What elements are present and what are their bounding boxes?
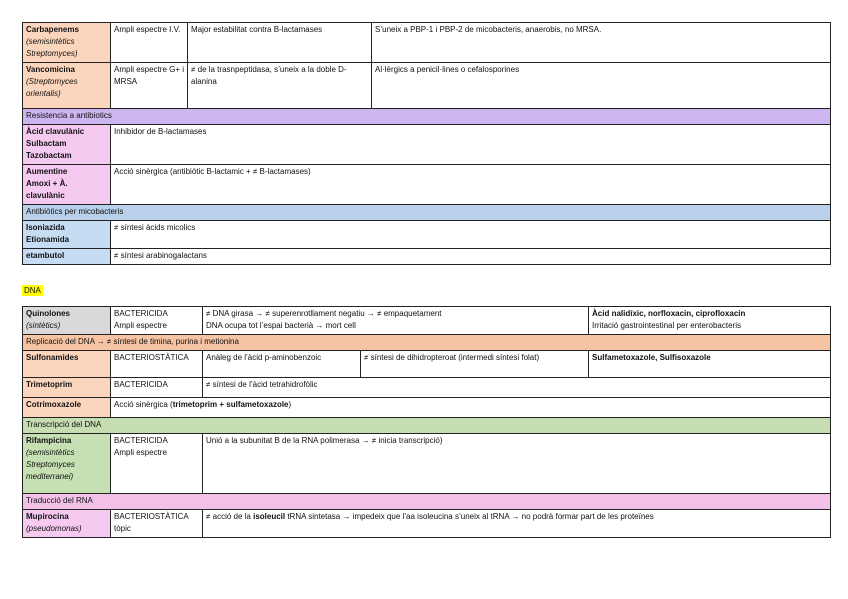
mechanism-cell — [203, 307, 589, 335]
mechanism-cell: Major estabilitat contra B-lactamases — [188, 23, 372, 63]
spectrum-cell: Ampli espectre I.V. — [111, 23, 188, 63]
drug-name: Vancomicina — [26, 65, 75, 74]
drug-cell-vancomicina — [23, 63, 111, 109]
type-cell: BACTERICIDA — [111, 378, 203, 398]
mechanism-cell: Unió a la subunitat B de la RNA polimerasa → ≠ inicia transcripció) — [203, 434, 831, 494]
examples-cell: Sulfametoxazole, Sulfisoxazole — [589, 351, 831, 378]
section-row-transcription — [23, 418, 831, 434]
type-label: BACTERIOSTÀTICA — [114, 512, 189, 521]
type-label: BACTERICIDA — [114, 436, 168, 445]
table-row-trimetoprim — [23, 378, 831, 398]
spectrum-cell: Ampli espectre G+ i MRSA — [111, 63, 188, 109]
type-cell — [111, 510, 203, 538]
drug-name: Amoxi + À. — [26, 179, 68, 188]
mech-bold: isoleucil — [253, 512, 286, 521]
examples-cell — [589, 307, 831, 335]
drug-source: (Streptomyces orientalis) — [26, 77, 78, 98]
table-row-carbapenems — [23, 23, 831, 63]
section-row-mycobacteria — [23, 205, 831, 221]
antibiotics-table-dna — [22, 306, 831, 538]
drug-name: Rifampicina — [26, 436, 72, 445]
route-label: tòpic — [114, 524, 131, 533]
table-row-quinolones — [23, 307, 831, 335]
notes-cell: S’uneix a PBP-1 i PBP-2 de micobacteris, anaerobis, no MRSA. — [372, 23, 831, 63]
table-row-rifampicina — [23, 434, 831, 494]
drug-name: Sulbactam — [26, 139, 67, 148]
drug-source: (semisintètics Streptomyces) — [26, 37, 78, 58]
drug-cell-quinolones — [23, 307, 111, 335]
drug-source: (pseudomonas) — [26, 524, 82, 533]
mech-pre: ≠ acció de la — [206, 512, 254, 521]
type-cell — [111, 307, 203, 335]
desc-pre: Acció sinèrgica ( — [114, 400, 173, 409]
table-row-mupirocina — [23, 510, 831, 538]
type-cell — [111, 434, 203, 494]
mechanism-cell: ≠ de la trasnpeptidasa, s’uneix a la doble D-alanina — [188, 63, 372, 109]
drug-source: (semisintètics Streptomyces mediterranei) — [26, 448, 75, 481]
drug-cell-clavulanic — [23, 125, 111, 165]
type-label: BACTERICIDA — [114, 309, 168, 318]
drug-source: (sintètics) — [26, 321, 61, 330]
section-row-resistance — [23, 109, 831, 125]
drug-name: Àcid clavulànic — [26, 127, 85, 136]
mechanism-cell — [203, 510, 831, 538]
description-cell — [111, 398, 831, 418]
section-row-replication — [23, 335, 831, 351]
desc-bold: trimetoprim + sulfametoxazole — [172, 400, 289, 409]
section-header: Transcripció del DNA — [23, 418, 831, 434]
description-cell: ≠ síntesi àcids micolics — [111, 221, 831, 249]
section-header: Antibiòtics per micobacteris — [23, 205, 831, 221]
dna-heading: DNA — [24, 286, 41, 295]
drug-cell-cotrimoxazole: Cotrimoxazole — [23, 398, 111, 418]
drug-cell-trimetoprim: Trimetoprim — [23, 378, 111, 398]
notes-cell: Al·lèrgics a penicil·lines o cefalosporines — [372, 63, 831, 109]
description-cell: Acció sinèrgica (antibiòtic B-lactamic + ≠ B-lactamases) — [111, 165, 831, 205]
drug-cell-rifampicina — [23, 434, 111, 494]
drug-cell-mupirocina — [23, 510, 111, 538]
drug-cell-isoniazida — [23, 221, 111, 249]
table-row-isoniazida — [23, 221, 831, 249]
effect-cell: ≠ síntesi de dihidropteroat (intermedi síntesi folat) — [361, 351, 589, 378]
examples-text: Àcid nalidíxic, norfloxacin, ciprofloxacin — [592, 309, 746, 318]
notes-text: Irritació gastrointestinal per enterobacteris — [592, 321, 741, 330]
section-header: Resistencia a antibiotics — [23, 109, 831, 125]
drug-name: Etionamida — [26, 235, 70, 244]
spectrum-label: Ampli espectre — [114, 448, 167, 457]
drug-cell-carbapenems — [23, 23, 111, 63]
section-header: Traducció del RNA — [23, 494, 831, 510]
desc-post: ) — [288, 400, 292, 409]
drug-name: Quinolones — [26, 309, 70, 318]
table-row-etambutol — [23, 249, 831, 265]
table-row-vancomicina — [23, 63, 831, 109]
description-cell: ≠ síntesi arabinogalactans — [111, 249, 831, 265]
antibiotics-table-top — [22, 22, 831, 265]
mech-post: tRNA sintetasa → impedeix que l’aa isoleucina s’uneix al tRNA → no podrà formar part de les proteïnes — [285, 512, 654, 521]
drug-cell-aumentine — [23, 165, 111, 205]
table-row-aumentine — [23, 165, 831, 205]
drug-name: Carbapenems — [26, 25, 79, 34]
section-row-translation — [23, 494, 831, 510]
table-row-cotrimoxazole — [23, 398, 831, 418]
drug-name: Tazobactam — [26, 151, 72, 160]
drug-name: Aumentine — [26, 167, 68, 176]
description-cell: Inhibidor de B-lactamases — [111, 125, 831, 165]
drug-name: clavulànic — [26, 191, 65, 200]
spectrum-label: Ampli espectre — [114, 321, 167, 330]
drug-name: Isoniazida — [26, 223, 65, 232]
drug-cell-etambutol: etambutol — [23, 249, 111, 265]
type-cell: BACTERIOSTÀTICA — [111, 351, 203, 378]
section-header: Replicació del DNA → ≠ síntesi de timina, purina i metionina — [23, 335, 831, 351]
drug-name: Mupirocina — [26, 512, 69, 521]
mechanism-line: DNA ocupa tot l’espai bacterià → mort cell — [206, 321, 356, 330]
mechanism-cell: ≠ síntesi de l’àcid tetrahidrofòlic — [203, 378, 831, 398]
mechanism-line: ≠ DNA girasa → ≠ superenrotllament negatiu → ≠ empaquetament — [206, 309, 442, 318]
drug-cell-sulfonamides: Sulfonamides — [23, 351, 111, 378]
mechanism-cell: Anàleg de l’àcid p-aminobenzoic — [203, 351, 361, 378]
table-row-clavulanic — [23, 125, 831, 165]
table-row-sulfonamides — [23, 351, 831, 378]
